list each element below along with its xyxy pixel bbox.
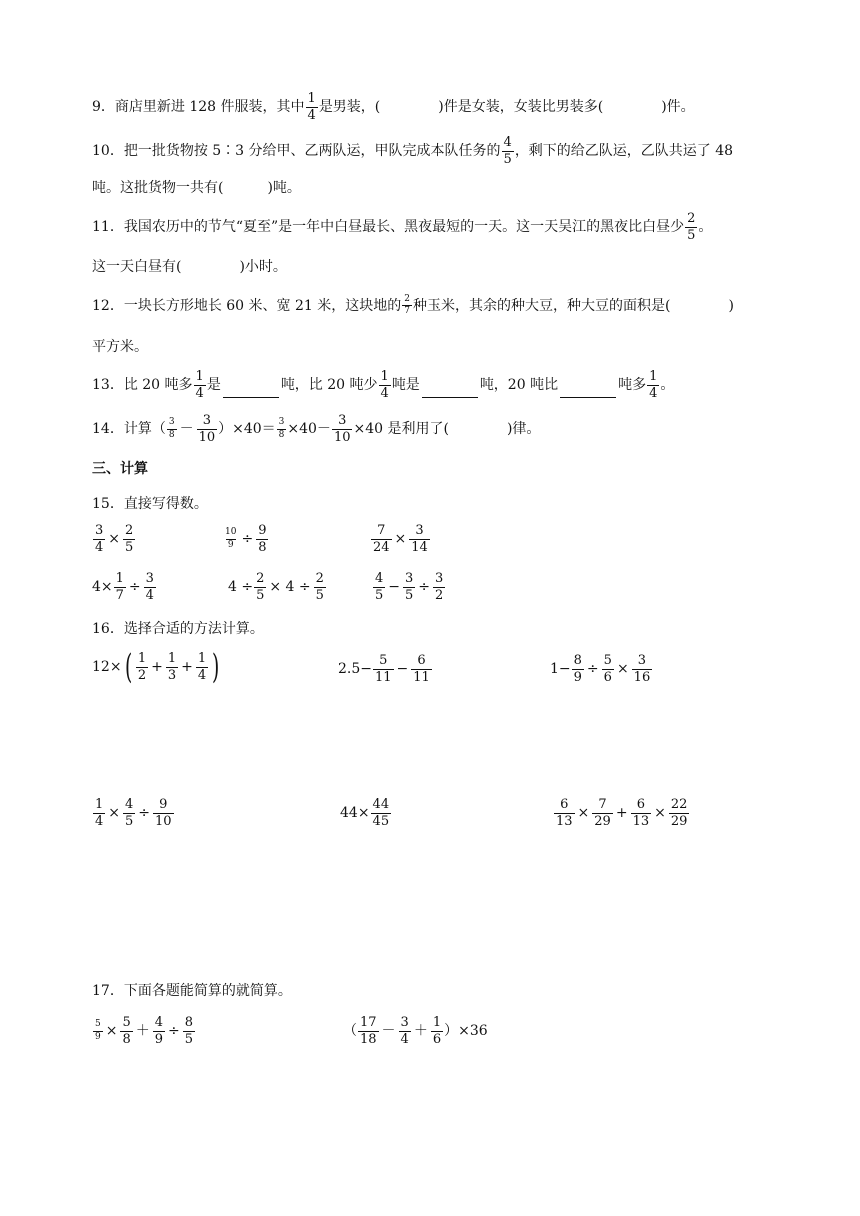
- question-9: 9．商店里新进 128 件服装，其中 $\frac{1}{4}$ 是男装，( )件是女装，女装比男装多( )件。: [92, 91, 695, 123]
- fraction: $\frac{3}{4}$: [145, 571, 154, 603]
- q16-expr-2: 2.5− $\frac{5}{11}$ − $\frac{6}{11}$: [338, 653, 430, 685]
- fraction: $\frac{2}{5}$: [125, 523, 134, 555]
- q15-expr-4: 4× $\frac{1}{7}$ ÷ $\frac{3}{4}$: [92, 571, 154, 603]
- fraction: $\frac{3}{14}$: [411, 523, 428, 555]
- fraction: $\frac{7}{29}$: [594, 797, 611, 829]
- fraction: $\frac{9}{8}$: [258, 523, 267, 555]
- q15-expr-2: $\frac{10}{9}$ ÷ $\frac{9}{8}$: [225, 523, 267, 555]
- q16-expr-5: 44× $\frac{44}{45}$: [340, 797, 390, 829]
- fraction: $\frac{10}{9}$: [225, 527, 237, 550]
- section-heading: 三、计算: [92, 461, 148, 477]
- question-11-line-2: 这一天白昼有( )小时。: [92, 259, 287, 275]
- fraction: $\frac{1}{6}$: [432, 1015, 442, 1047]
- fraction: $\frac{6}{11}$: [413, 653, 430, 685]
- q15-expr-6: $\frac{4}{5}$ − $\frac{3}{5}$ ÷ $\frac{3}{2}$: [375, 571, 444, 603]
- fraction: $\frac{3}{8}$: [278, 417, 285, 440]
- fraction: $\frac{9}{10}$: [155, 797, 172, 829]
- q15-expr-3: $\frac{7}{24}$ × $\frac{3}{14}$: [373, 523, 428, 555]
- fraction: $\frac{4}{5}$: [125, 797, 134, 829]
- question-16-title: 16．选择合适的方法计算。: [92, 621, 264, 637]
- fraction: $\frac{1}{2}$: [137, 650, 147, 683]
- fraction: $\frac{3}{10}$: [198, 413, 216, 445]
- fraction: $\frac{2}{5}$: [315, 571, 324, 603]
- fraction: $\frac{3}{16}$: [633, 653, 651, 685]
- fraction: $\frac{3}{5}$: [405, 571, 414, 603]
- fraction: $\frac{44}{45}$: [372, 797, 390, 829]
- q16-expr-4: $\frac{1}{4}$ × $\frac{4}{5}$ ÷ $\frac{9}{10}$: [95, 797, 172, 829]
- answer-blank: [223, 396, 279, 398]
- fraction: $\frac{5}{8}$: [122, 1015, 131, 1047]
- fraction: $\frac{3}{4}$: [400, 1015, 409, 1047]
- fraction: $\frac{5}{11}$: [375, 653, 392, 685]
- fraction: $\frac{6}{13}$: [632, 797, 650, 829]
- question-10: 10．把一批货物按 5∶3 分给甲、乙两队运，甲队完成本队任务的 $\frac{4}{5}$ ，剩下的给乙队运，乙队共运了 48: [92, 135, 734, 167]
- q15-expr-5: 4 ÷ $\frac{2}{5}$ × 4 ÷ $\frac{2}{5}$: [228, 571, 324, 603]
- question-14: 14．计算（ $\frac{3}{8}$ － $\frac{3}{10}$ ）×40＝ $\frac{3}{8}$ ×40－ $\frac{3}{10}$ ×40 是利用了( )律。: [92, 413, 541, 445]
- question-12: 12．一块长方形地长 60 米、宽 21 米，这块地的 $\frac{2}{7}$ 种玉米，其余的种大豆，种大豆的面积是( ): [92, 294, 734, 317]
- q16-expr-6: $\frac{6}{13}$ × $\frac{7}{29}$ + $\frac{6}{13}$ × $\frac{22}{29}$: [556, 797, 688, 829]
- fraction: $\frac{5}{6}$: [603, 653, 612, 685]
- q16-expr-1: 12× ( $\frac{1}{2}$ + $\frac{1}{3}$ + $\frac{1}{4}$ ): [92, 647, 220, 687]
- q17-expr-2: （ $\frac{17}{18}$ － $\frac{3}{4}$ ＋ $\frac{1}{6}$ ）×36: [343, 1015, 488, 1047]
- fraction: $\frac{4}{9}$: [154, 1015, 164, 1047]
- question-17-title: 17．下面各题能简算的就简算。: [92, 983, 292, 999]
- fraction: $\frac{1}{4}$: [649, 369, 658, 401]
- q16-expr-3: 1− $\frac{8}{9}$ ÷ $\frac{5}{6}$ × $\frac{3}{16}$: [550, 653, 651, 685]
- fraction: $\frac{7}{24}$: [373, 523, 390, 555]
- fraction: $\frac{4}{5}$: [375, 571, 384, 603]
- fraction: $\frac{2}{5}$: [687, 211, 696, 243]
- fraction: $\frac{4}{5}$: [503, 135, 512, 167]
- fraction: $\frac{5}{9}$: [95, 1019, 101, 1042]
- question-12-line-2: 平方米。: [92, 339, 148, 355]
- question-15-title: 15．直接写得数。: [92, 496, 208, 512]
- fraction: $\frac{1}{4}$: [307, 91, 316, 123]
- fraction: $\frac{3}{4}$: [95, 523, 104, 555]
- fraction: $\frac{6}{13}$: [556, 797, 573, 829]
- q17-expr-1: $\frac{5}{9}$ × $\frac{5}{8}$ ＋ $\frac{4}{9}$ ÷ $\frac{8}{5}$: [95, 1015, 194, 1047]
- fraction: $\frac{3}{2}$: [435, 571, 444, 603]
- fraction: $\frac{3}{10}$: [333, 413, 351, 445]
- fraction: $\frac{17}{18}$: [360, 1015, 377, 1047]
- fraction: $\frac{1}{4}$: [380, 369, 389, 401]
- question-11: 11．我国农历中的节气“夏至”是一年中白昼最长、黑夜最短的一天。这一天吴江的黑夜比白昼少 $\frac{2}{5}$ 。: [92, 211, 713, 243]
- fraction: $\frac{1}{4}$: [95, 797, 104, 829]
- question-10-line-2: 吨。这批货物一共有( )吨。: [92, 180, 301, 196]
- question-13: 13．比 20 吨多 $\frac{1}{4}$ 是 吨，比 20 吨少 $\frac{1}{4}$ 吨是 吨，20 吨比 吨多 $\frac{1}{4}$ 。: [92, 369, 675, 401]
- fraction: $\frac{1}{4}$: [197, 650, 207, 683]
- fraction: $\frac{1}{7}$: [115, 571, 124, 603]
- fraction: $\frac{22}{29}$: [670, 797, 688, 829]
- fraction: $\frac{1}{4}$: [195, 369, 204, 401]
- fraction: $\frac{3}{8}$: [168, 417, 175, 440]
- fraction: $\frac{1}{3}$: [167, 650, 177, 683]
- fraction: $\frac{2}{7}$: [404, 294, 410, 317]
- answer-blank: [422, 396, 478, 398]
- fraction: $\frac{8}{5}$: [184, 1015, 194, 1047]
- q15-expr-1: $\frac{3}{4}$ × $\frac{2}{5}$: [95, 523, 134, 555]
- answer-blank: [560, 396, 616, 398]
- fraction: $\frac{2}{5}$: [256, 571, 265, 603]
- fraction: $\frac{8}{9}$: [573, 653, 582, 685]
